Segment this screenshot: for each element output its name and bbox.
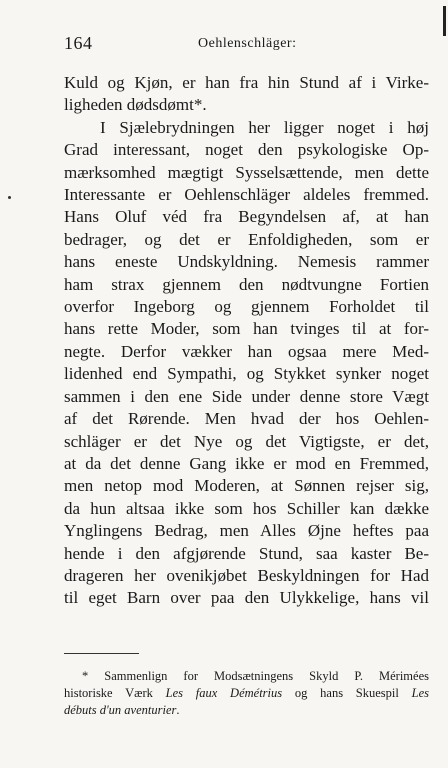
text-line: da hun altsaa ikke som hos Schiller kan dække bbox=[64, 498, 429, 518]
text-line: Interessante er Oehlenschläger aldeles fremmed. bbox=[64, 185, 429, 205]
text-line: hans eneste Undskyldning. Nemesis rammer bbox=[64, 252, 429, 272]
text-line: sammen i den ene Side under denne store Vægt bbox=[64, 386, 429, 406]
footnote-text: * Sammenlign for Modsætningens Skyld P. Mérimées bbox=[82, 669, 429, 683]
text-line: I Sjælebrydningen her ligger noget i høj bbox=[100, 117, 429, 137]
page-edge-mark bbox=[443, 6, 446, 36]
text-line: negte. Derfor vækker han ogsaa mere Med- bbox=[64, 341, 429, 361]
text-line: Kuld og Kjøn, er han fra hin Stund af i Virke- bbox=[64, 73, 429, 92]
text-line: hende i den afgjørende Stund, saa kaster Be- bbox=[64, 543, 429, 563]
text-line: drageren her ovenikjøbet Beskyldningen for Had bbox=[64, 565, 429, 585]
text-line: Hans Oluf véd fra Begyndelsen af, at han bbox=[64, 207, 429, 227]
footnote-text: historiske Værk bbox=[64, 686, 166, 700]
footnote-title-italic: Les faux Démétrius bbox=[165, 686, 283, 700]
footnote-line bbox=[64, 668, 429, 685]
footnote bbox=[64, 668, 429, 719]
page-header bbox=[64, 33, 414, 55]
text-line: schläger er det Nye og det Vigtigste, er det, bbox=[64, 431, 429, 451]
footnote-rule bbox=[64, 653, 139, 654]
text-line: overfor Ingeborg og gjennem Forholdet til bbox=[64, 297, 429, 317]
text-line: mærksomhed mægtigt Sysselsættende, men dette bbox=[64, 162, 429, 182]
text-line: at da det denne Gang ikke er mod en Fremmed, bbox=[64, 453, 429, 473]
ink-speck bbox=[8, 196, 11, 199]
text-line: til eget Barn over paa den Ulykkelige, hans vil bbox=[64, 588, 429, 608]
page-number: 164 bbox=[64, 33, 93, 53]
running-head: Oehlenschläger: bbox=[198, 36, 297, 51]
footnote-text: . bbox=[176, 703, 180, 717]
text-line: ligheden dødsdømt*. bbox=[64, 95, 207, 115]
text-line: lidenhed end Sympathi, og Stykket synker noget bbox=[64, 364, 429, 384]
footnote-line bbox=[64, 685, 429, 702]
text-line: hans rette Moder, som han tvinges til at for- bbox=[64, 319, 429, 339]
footnote-title-italic: Les bbox=[411, 686, 429, 700]
footnote-title-italic: débuts d'un aventurier bbox=[64, 703, 177, 717]
text-line: Ynglingens Bedrag, men Alles Øjne heftes paa bbox=[64, 521, 429, 541]
body-text bbox=[64, 72, 429, 610]
text-line: af det Rørende. Men hvad der hos Oehlen- bbox=[64, 409, 429, 429]
text-line: Grad interessant, noget den psykologiske Op- bbox=[64, 140, 429, 160]
text-line: ham strax gjennem den nødtvungne Fortien bbox=[64, 274, 429, 294]
text-line: men netop mod Moderen, at Sønnen rejser sig, bbox=[64, 476, 429, 496]
text-line: bedrager, og det er Enfoldigheden, som er bbox=[64, 229, 429, 249]
footnote-line bbox=[64, 702, 429, 719]
footnote-text: og hans Skuespil bbox=[282, 686, 412, 700]
